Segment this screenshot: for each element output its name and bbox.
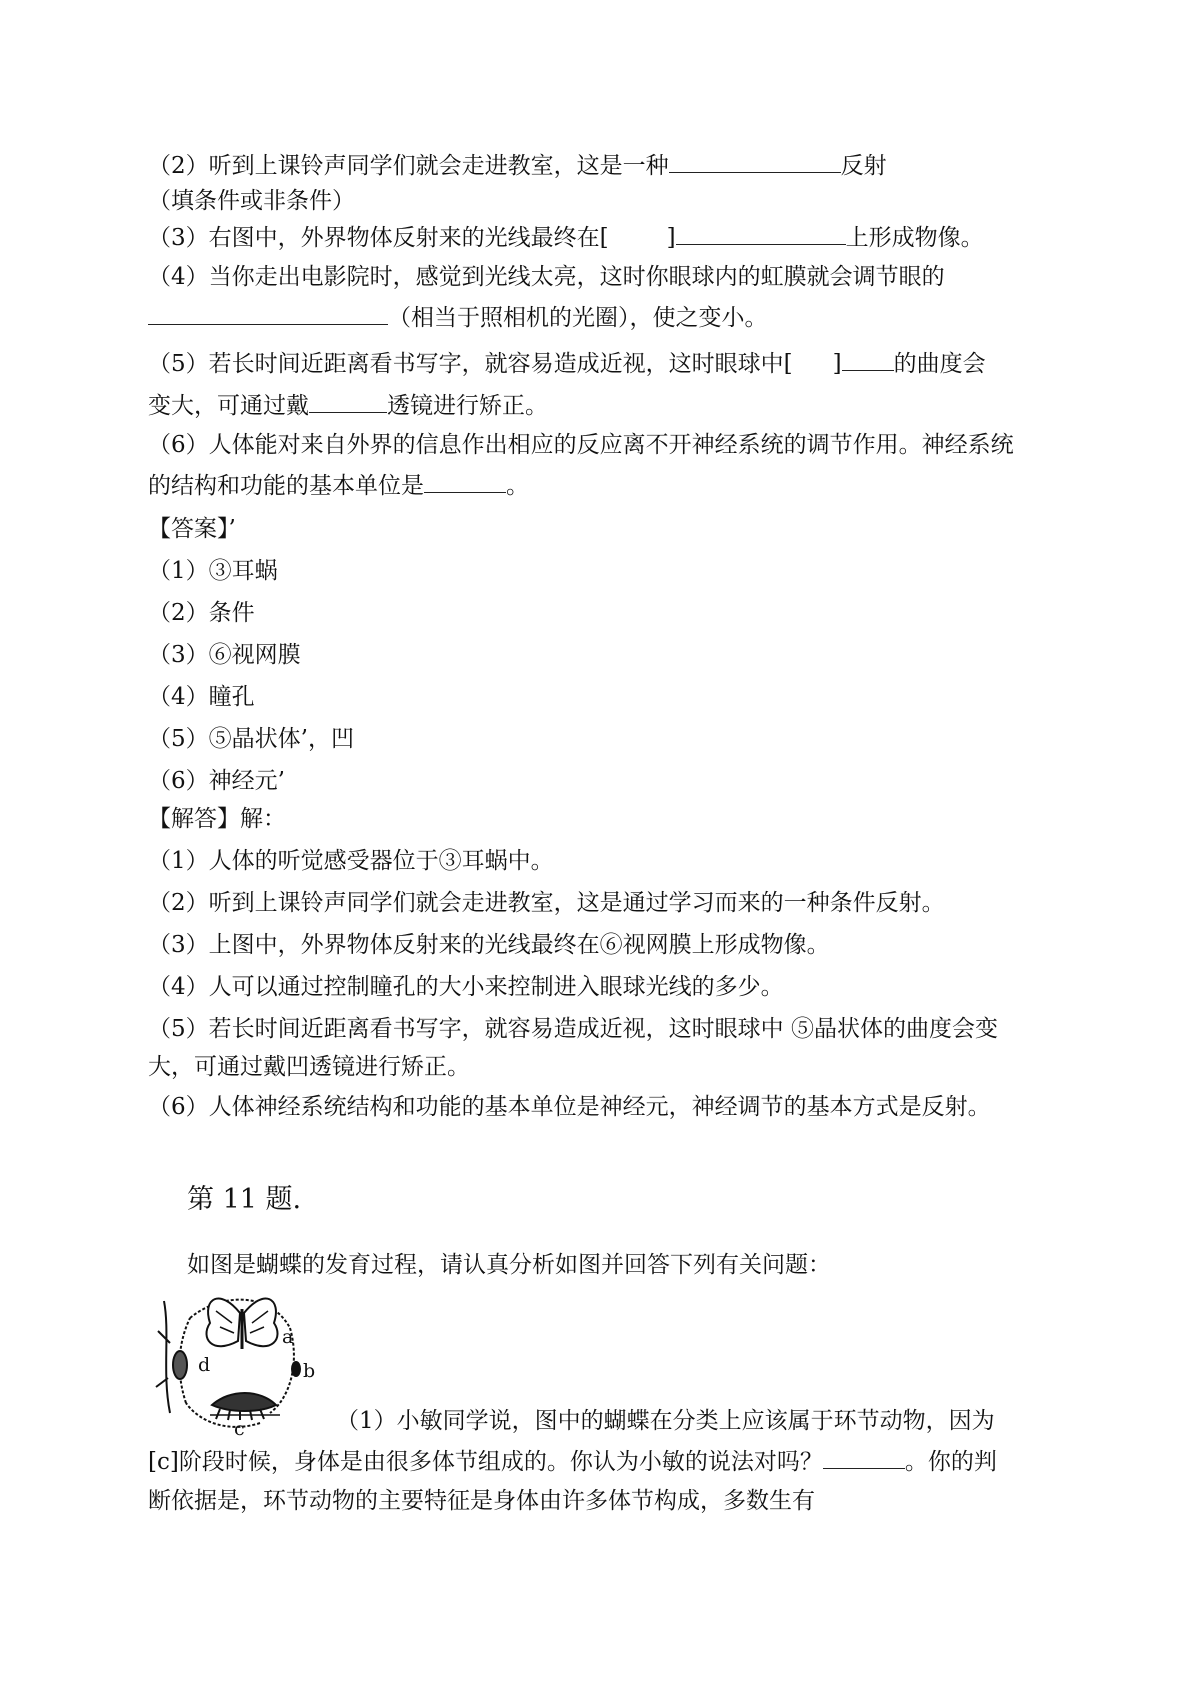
answer-blank [669, 150, 841, 173]
answer-item: （1）③耳蜗 [148, 558, 278, 584]
answer-blank [424, 470, 506, 493]
solution-item: （5）若长时间近距离看书写字，就容易造成近视，这时眼球中 ⑤晶状体的曲度会变 [148, 1016, 998, 1042]
question-11-line3: 断依据是，环节动物的主要特征是身体由许多体节构成，多数生有 [148, 1488, 815, 1514]
answer-blank [148, 302, 388, 325]
butterfly-lifecycle-figure [150, 1283, 325, 1438]
question-4-line2: （相当于照相机的光圈），使之变小。 [148, 302, 768, 333]
solution-item: （1）人体的听觉感受器位于③耳蜗中。 [148, 848, 554, 874]
answer-blank [823, 1446, 905, 1469]
butterfly-icon [206, 1299, 277, 1349]
label-d: d [198, 1354, 211, 1376]
solution-item: 大，可通过戴凹透镜进行矫正。 [148, 1054, 470, 1080]
question-11-heading: 第 11 题. [187, 1184, 302, 1215]
larva-icon [210, 1393, 280, 1420]
answer-heading: 【答案】’ [148, 516, 236, 542]
label-b: b [303, 1360, 316, 1382]
solution-item: （4）人可以通过控制瞳孔的大小来控制进入眼球光线的多少。 [148, 974, 784, 1000]
answer-item: （2）条件 [148, 600, 255, 626]
solution-item: （3）上图中，外界物体反射来的光线最终在⑥视网膜上形成物像。 [148, 932, 830, 958]
question-3: （3）右图中，外界物体反射来的光线最终在[ ] 上形成物像。 [148, 222, 984, 253]
branch-icon [156, 1301, 170, 1413]
question-6-line2: 的结构和功能的基本单位是 。 [148, 470, 529, 501]
question-11-line2: [c]阶段时候，身体是由很多体节组成的。你认为小敏的说法对吗？ 。你的判 [148, 1446, 997, 1477]
question-2-note: （填条件或非条件） [148, 188, 355, 214]
label-c: c [234, 1418, 245, 1438]
answer-item: （6）神经元’ [148, 768, 285, 794]
solution-item: （6）人体神经系统结构和功能的基本单位是神经元，神经调节的基本方式是反射。 [148, 1094, 991, 1120]
pupa-icon [173, 1351, 187, 1379]
answer-blank [309, 390, 387, 413]
answer-blank [676, 222, 846, 245]
answer-item: （4）瞳孔 [148, 684, 255, 710]
answer-item: （3）⑥视网膜 [148, 642, 301, 668]
question-6-line1: （6）人体能对来自外界的信息作出相应的反应离不开神经系统的调节作用。神经系统 [148, 432, 1014, 458]
question-11-intro: 如图是蝴蝶的发育过程，请认真分析如图并回答下列有关问题： [187, 1252, 831, 1278]
solution-heading: 【解答】解： [148, 806, 286, 832]
question-5-line1: （5）若长时间近距离看书写字，就容易造成近视，这时眼球中[ ] 的曲度会 [148, 348, 986, 379]
label-a: a [282, 1326, 294, 1348]
solution-item: （2）听到上课铃声同学们就会走进教室，这是通过学习而来的一种条件反射。 [148, 890, 945, 916]
egg-icon [292, 1362, 300, 1376]
question-5-line2: 变大，可通过戴 透镜进行矫正。 [148, 390, 548, 421]
question-11-line1: （1）小敏同学说，图中的蝴蝶在分类上应该属于环节动物，因为 [336, 1408, 995, 1434]
answer-blank [842, 348, 894, 371]
answer-item: （5）⑤晶状体’，凹 [148, 726, 354, 752]
question-2: （2）听到上课铃声同学们就会走进教室，这是一种 反射 [148, 150, 887, 181]
question-4-line1: （4）当你走出电影院时，感觉到光线太亮，这时你眼球内的虹膜就会调节眼的 [148, 264, 945, 290]
